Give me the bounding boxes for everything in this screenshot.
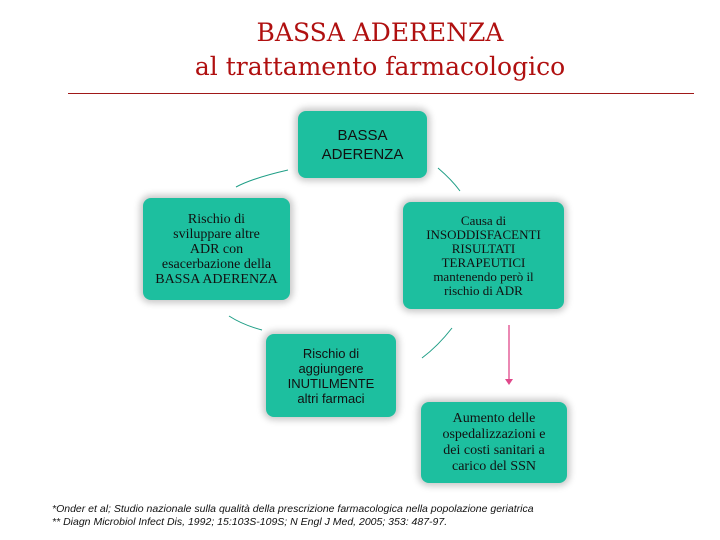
title-line-2: al trattamento farmacologico bbox=[194, 52, 566, 81]
node-rischio-adr-label: Rischio di sviluppare altre ADR con esacerbazione della BASSA ADERENZA bbox=[155, 211, 278, 287]
node-aumento-ospedalizzazioni-label: Aumento delle ospedalizzazioni e dei costi sanitari a carico del SSN bbox=[442, 410, 546, 474]
node-farmaci-inutili-label: Rischio di aggiungere INUTILMENTE altri farmaci bbox=[287, 345, 375, 406]
node-risultati-insoddisfacenti-label: Causa di INSODDISFACENTI RISULTATI TERAPEUTICI mantenendo però il rischio di ADR bbox=[426, 212, 541, 298]
node-risultati-insoddisfacenti bbox=[403, 202, 564, 309]
node-rischio-adr bbox=[143, 198, 290, 300]
title-line-1: BASSA ADERENZA bbox=[256, 18, 504, 47]
connector-left-bottom bbox=[229, 316, 262, 330]
node-aumento-ospedalizzazioni bbox=[421, 402, 567, 483]
connector-top-right bbox=[438, 168, 460, 191]
footnote-2: ** Diagn Microbiol Infect Dis, 1992; 15:103S-109S; N Engl J Med, 2005; 353: 487-97. bbox=[52, 516, 448, 528]
arrow-head bbox=[505, 379, 513, 385]
node-farmaci-inutili bbox=[266, 334, 396, 417]
connector-top-left bbox=[236, 170, 288, 187]
node-bassa-aderenza-label: BASSA ADERENZA bbox=[321, 126, 404, 163]
footnote-1: *Onder et al; Studio nazionale sulla qualità della prescrizione farmacologica nella popolazione geriatrica bbox=[52, 503, 534, 515]
connector-right-bottom bbox=[422, 328, 452, 358]
node-bassa-aderenza bbox=[298, 111, 427, 178]
